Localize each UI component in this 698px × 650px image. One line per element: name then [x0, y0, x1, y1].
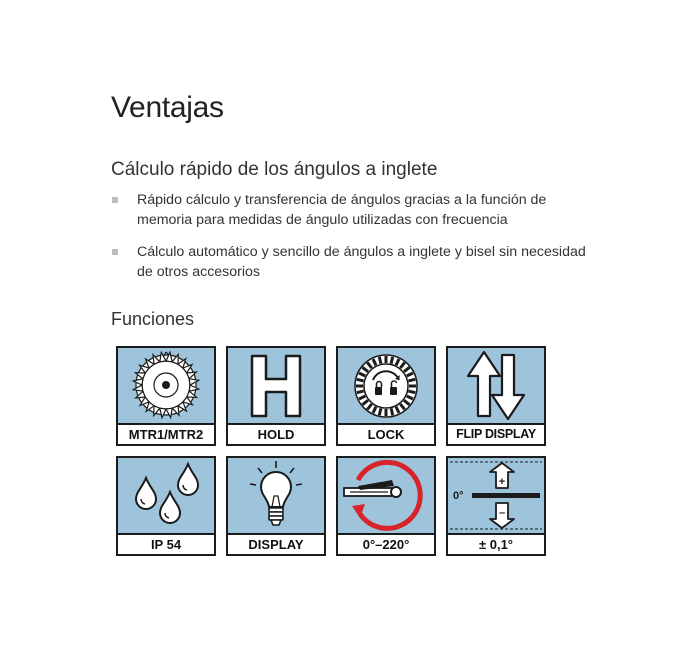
water-drops-icon — [118, 458, 214, 533]
list-item-text: Cálculo automático y sencillo de ángulos a inglete y bisel sin necesidad de otros accesorios — [137, 244, 586, 280]
function-label: MTR1/MTR2 — [128, 427, 204, 442]
function-tile-mtr — [116, 346, 216, 446]
function-label: LOCK — [367, 427, 405, 442]
list-item — [111, 242, 601, 282]
list-item — [111, 190, 601, 230]
function-tile-hold — [226, 346, 326, 446]
function-tile-display — [226, 456, 326, 556]
function-tile-precision — [446, 456, 546, 556]
saw-blade-icon — [118, 348, 214, 423]
bullet-square-icon — [112, 197, 118, 203]
plus-sign: + — [498, 476, 506, 488]
lock-dial-icon — [338, 348, 434, 423]
section-title: Cálculo rápido de los ángulos a inglete — [111, 159, 438, 180]
page-title: Ventajas — [111, 91, 224, 124]
light-bulb-icon — [228, 458, 324, 533]
precision-icon — [448, 458, 544, 533]
list-item-text: Rápido cálculo y transferencia de ángulos gracias a la función de memoria para medidas de ángulo utilizadas con frecuencia — [137, 192, 547, 228]
angle-range-icon — [338, 458, 434, 533]
minus-sign: – — [498, 507, 506, 519]
function-tile-flip — [446, 346, 546, 446]
function-label: IP 54 — [150, 537, 182, 552]
function-tile-lock — [336, 346, 436, 446]
function-label: HOLD — [257, 427, 295, 442]
function-tile-ip54 — [116, 456, 216, 556]
hold-h-icon — [228, 348, 324, 423]
zero-degree-label: 0° — [453, 490, 464, 502]
function-label: FLIP DISPLAY — [456, 427, 536, 441]
function-label: 0°–220° — [362, 537, 410, 552]
functions-title: Funciones — [111, 309, 195, 329]
function-tile-angle — [336, 456, 436, 556]
function-label: DISPLAY — [248, 537, 304, 552]
bullet-square-icon — [112, 249, 118, 255]
benefits-list — [111, 190, 601, 294]
flip-arrows-icon — [448, 348, 544, 423]
function-label: ± 0,1° — [478, 537, 514, 552]
